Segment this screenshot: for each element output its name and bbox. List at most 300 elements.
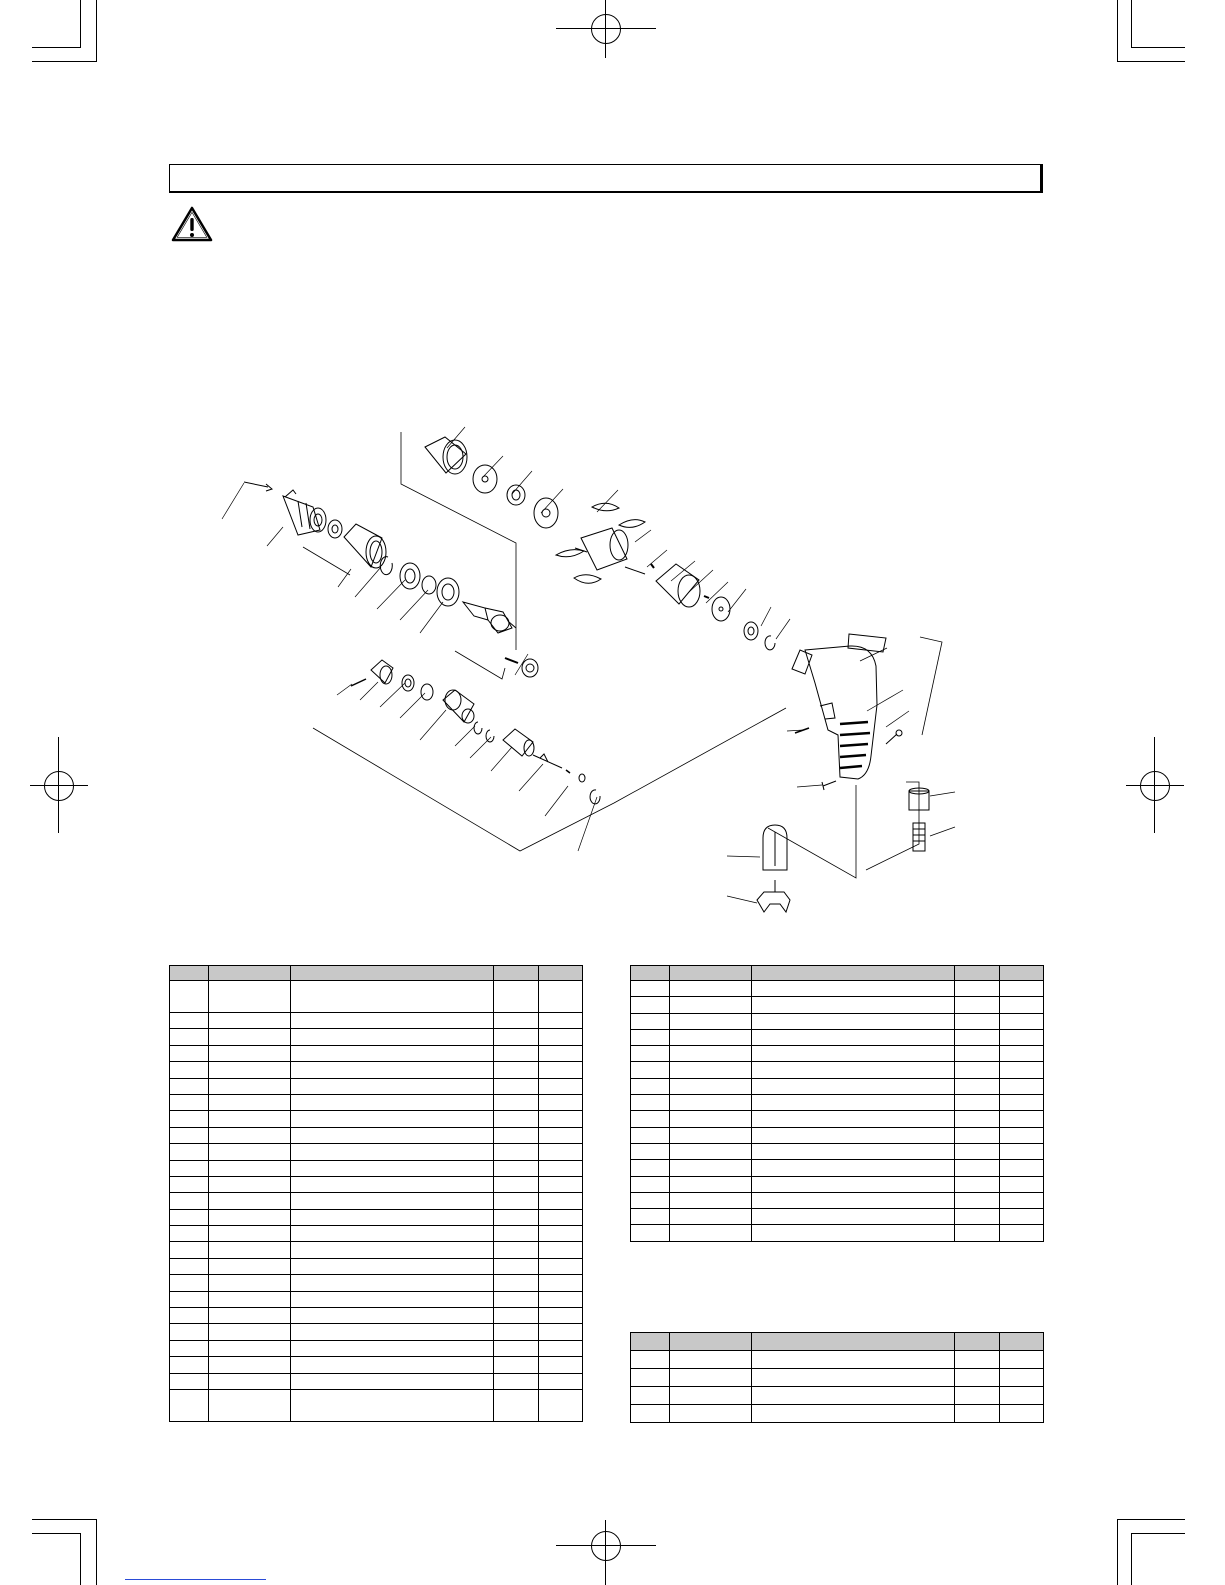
table-cell: [291, 1176, 494, 1192]
table-cell: [752, 981, 955, 997]
table-cell: [494, 1209, 539, 1225]
bearing-part: [400, 563, 420, 589]
table-cell: [291, 1373, 494, 1389]
table-row: [631, 997, 1044, 1013]
rear-plate-part: [712, 597, 730, 621]
table-cell: [752, 1176, 955, 1192]
table-row: [170, 1078, 583, 1094]
spindle-part: [463, 602, 516, 633]
table-row: [170, 1209, 583, 1225]
table-cell: [170, 1078, 209, 1094]
table-cell: [670, 1127, 752, 1143]
table-cell: [752, 1225, 955, 1241]
table-cell: [494, 1324, 539, 1340]
table-row: [170, 1045, 583, 1061]
table-cell: [955, 1192, 1000, 1208]
snap-ring-part: [765, 636, 775, 650]
table-cell: [1000, 1111, 1044, 1127]
gear-part: [522, 659, 538, 677]
table-cell: [170, 1357, 209, 1373]
table-cell: [752, 1127, 955, 1143]
table-row: [631, 1176, 1044, 1192]
table-cell: [209, 1127, 291, 1143]
table-cell: [209, 981, 291, 1013]
table-cell: [539, 1340, 583, 1356]
table-cell: [291, 1389, 494, 1421]
table-cell: [752, 1192, 955, 1208]
table-row: [631, 1387, 1044, 1405]
table-cell: [955, 1405, 1000, 1423]
table-cell: [494, 1258, 539, 1274]
table-cell: [539, 1357, 583, 1373]
table-cell: [955, 997, 1000, 1013]
table-cell: [752, 1029, 955, 1045]
table-cell: [539, 1160, 583, 1176]
table-cell: [631, 1225, 670, 1241]
table-cell: [170, 1013, 209, 1029]
hanger-part: [757, 880, 790, 912]
table-cell: [494, 1029, 539, 1045]
table-row: [631, 1111, 1044, 1127]
table-cell: [1000, 1078, 1044, 1094]
table-cell: [494, 1144, 539, 1160]
table-cell: [539, 1176, 583, 1192]
table-cell: [670, 1387, 752, 1405]
header-cell: [752, 1333, 955, 1351]
table-row: [170, 1389, 583, 1421]
table-cell: [170, 1324, 209, 1340]
table-cell: [494, 1013, 539, 1029]
table-cell: [170, 1144, 209, 1160]
table-cell: [1000, 1127, 1044, 1143]
table-cell: [291, 1160, 494, 1176]
table-cell: [670, 1013, 752, 1029]
table-row: [631, 1192, 1044, 1208]
table-cell: [291, 1144, 494, 1160]
table-row: [170, 1242, 583, 1258]
table-cell: [670, 1143, 752, 1159]
bottom-link-underline[interactable]: [125, 1579, 266, 1580]
table-cell: [1000, 1209, 1044, 1225]
table-cell: [170, 1160, 209, 1176]
header-cell: [494, 966, 539, 981]
table-cell: [752, 1095, 955, 1111]
table-cell: [291, 1111, 494, 1127]
table-row: [631, 1127, 1044, 1143]
accessories-table: [630, 1332, 1044, 1423]
bearing-part: [402, 675, 414, 691]
table-cell: [494, 1373, 539, 1389]
table-cell: [670, 981, 752, 997]
header-cell: [170, 966, 209, 981]
table-cell: [539, 1226, 583, 1242]
table-cell: [631, 1176, 670, 1192]
snap-ring-part: [474, 722, 482, 734]
table-cell: [631, 1062, 670, 1078]
bearing-part: [507, 485, 525, 505]
table-cell: [170, 1127, 209, 1143]
table-cell: [1000, 1351, 1044, 1369]
table-cell: [170, 1209, 209, 1225]
table-cell: [170, 1291, 209, 1307]
table-cell: [291, 1029, 494, 1045]
table-cell: [170, 1242, 209, 1258]
table-row: [631, 1046, 1044, 1062]
table-cell: [752, 1062, 955, 1078]
table-cell: [670, 1160, 752, 1176]
table-cell: [291, 1127, 494, 1143]
table-cell: [539, 1275, 583, 1291]
table-cell: [170, 1373, 209, 1389]
table-cell: [631, 1209, 670, 1225]
table-cell: [955, 1369, 1000, 1387]
table-row: [170, 1308, 583, 1324]
exploded-parts-diagram: [200, 415, 980, 935]
table-cell: [631, 1095, 670, 1111]
table-row: [631, 1225, 1044, 1241]
screw-part: [886, 730, 902, 744]
table-cell: [955, 1160, 1000, 1176]
table-cell: [631, 981, 670, 997]
table-row: [631, 981, 1044, 997]
table-cell: [752, 1046, 955, 1062]
table-cell: [291, 1242, 494, 1258]
pin-part: [505, 658, 518, 663]
table-cell: [670, 1405, 752, 1423]
table-cell: [670, 997, 752, 1013]
ring-gear-part: [371, 660, 393, 684]
table-row: [170, 1094, 583, 1110]
header-cell: [1000, 966, 1044, 981]
table-cell: [670, 1209, 752, 1225]
table-cell: [539, 981, 583, 1013]
table-cell: [752, 997, 955, 1013]
table-row: [631, 1143, 1044, 1159]
table-cell: [631, 1111, 670, 1127]
table-cell: [631, 1046, 670, 1062]
valve-stem-part: [533, 754, 562, 768]
table-cell: [631, 1160, 670, 1176]
table-row: [170, 1193, 583, 1209]
table-cell: [170, 1029, 209, 1045]
table-cell: [631, 997, 670, 1013]
table-cell: [494, 1111, 539, 1127]
table-cell: [631, 1192, 670, 1208]
table-row: [631, 1405, 1044, 1423]
table-cell: [291, 1193, 494, 1209]
table-cell: [209, 1357, 291, 1373]
table-cell: [1000, 1013, 1044, 1029]
table-row: [170, 1258, 583, 1274]
table-cell: [1000, 1387, 1044, 1405]
table-cell: [291, 1094, 494, 1110]
table-cell: [170, 1258, 209, 1274]
table-cell: [494, 981, 539, 1013]
table-cell: [170, 1094, 209, 1110]
table-cell: [670, 1095, 752, 1111]
table-cell: [291, 981, 494, 1013]
table-cell: [955, 1176, 1000, 1192]
bracket-lines: [303, 432, 942, 878]
table-cell: [1000, 1405, 1044, 1423]
table-header-row: [631, 1333, 1044, 1351]
table-cell: [539, 1013, 583, 1029]
rotor-part: [575, 528, 628, 570]
table-cell: [539, 1045, 583, 1061]
table-cell: [539, 1209, 583, 1225]
table-cell: [170, 1275, 209, 1291]
table-cell: [955, 1095, 1000, 1111]
table-cell: [955, 1013, 1000, 1029]
table-cell: [670, 1351, 752, 1369]
table-cell: [1000, 1143, 1044, 1159]
table-cell: [670, 1192, 752, 1208]
table-cell: [1000, 1369, 1044, 1387]
rear-plate-part: [534, 498, 558, 528]
table-body: [170, 981, 583, 1422]
table-cell: [955, 981, 1000, 997]
table-cell: [955, 1111, 1000, 1127]
label-plate-part: [848, 634, 886, 652]
table-cell: [1000, 1046, 1044, 1062]
table-cell: [631, 1369, 670, 1387]
parts-list-table-right: [630, 965, 1044, 1242]
table-cell: [539, 1373, 583, 1389]
table-cell: [752, 1111, 955, 1127]
table-cell: [170, 1340, 209, 1356]
table-cell: [209, 1324, 291, 1340]
table-cell: [955, 1029, 1000, 1045]
table-cell: [955, 1351, 1000, 1369]
table-cell: [539, 1111, 583, 1127]
table-cell: [170, 981, 209, 1013]
table-cell: [1000, 1225, 1044, 1241]
table-cell: [494, 1226, 539, 1242]
table-cell: [670, 1078, 752, 1094]
table-cell: [494, 1078, 539, 1094]
table-cell: [752, 1369, 955, 1387]
table-cell: [209, 1291, 291, 1307]
table-cell: [291, 1045, 494, 1061]
leader-lines: [222, 427, 955, 903]
table-cell: [955, 1387, 1000, 1405]
table-cell: [494, 1291, 539, 1307]
table-cell: [539, 1324, 583, 1340]
table-cell: [209, 1226, 291, 1242]
table-cell: [291, 1275, 494, 1291]
cylinder-cover-part: [425, 437, 467, 474]
table-cell: [752, 1351, 955, 1369]
table-row: [631, 1095, 1044, 1111]
table-cell: [494, 1176, 539, 1192]
snap-ring-part: [486, 730, 494, 742]
table-row: [631, 1351, 1044, 1369]
table-body: [631, 1351, 1044, 1423]
warning-triangle-icon: [170, 205, 214, 243]
pin-part: [351, 679, 366, 686]
table-cell: [752, 1078, 955, 1094]
table-cell: [670, 1111, 752, 1127]
table-row: [631, 1160, 1044, 1176]
front-cover-part: [344, 524, 386, 568]
table-cell: [170, 1226, 209, 1242]
table-cell: [291, 1340, 494, 1356]
screw-part: [822, 781, 836, 790]
washer-part: [421, 684, 433, 700]
table-cell: [494, 1308, 539, 1324]
header-cell: [209, 966, 291, 981]
table-cell: [209, 1078, 291, 1094]
table-cell: [291, 1324, 494, 1340]
table-cell: [631, 1405, 670, 1423]
table-cell: [1000, 1029, 1044, 1045]
header-cell: [539, 966, 583, 981]
table-row: [631, 1369, 1044, 1387]
table-cell: [539, 1062, 583, 1078]
table-cell: [209, 1389, 291, 1421]
table-cell: [539, 1193, 583, 1209]
table-row: [170, 1275, 583, 1291]
table-header-row: [631, 966, 1044, 981]
table-cell: [170, 1045, 209, 1061]
washer-part: [328, 520, 342, 538]
table-cell: [209, 1160, 291, 1176]
table-cell: [209, 1258, 291, 1274]
table-cell: [1000, 1192, 1044, 1208]
table-cell: [1000, 1095, 1044, 1111]
table-cell: [209, 1029, 291, 1045]
table-row: [170, 1357, 583, 1373]
table-row: [170, 1160, 583, 1176]
planetary-carrier-part: [443, 690, 474, 723]
table-cell: [631, 1013, 670, 1029]
table-cell: [752, 1143, 955, 1159]
table-cell: [291, 1308, 494, 1324]
header-cell: [752, 966, 955, 981]
table-cell: [631, 1387, 670, 1405]
table-row: [170, 1291, 583, 1307]
table-cell: [752, 1013, 955, 1029]
table-cell: [209, 1209, 291, 1225]
header-cell: [955, 966, 1000, 981]
table-cell: [209, 1094, 291, 1110]
table-cell: [209, 1308, 291, 1324]
table-cell: [631, 1143, 670, 1159]
table-cell: [291, 1291, 494, 1307]
table-cell: [539, 1389, 583, 1421]
table-cell: [494, 1193, 539, 1209]
table-row: [631, 1209, 1044, 1225]
table-cell: [494, 1127, 539, 1143]
table-cell: [291, 1078, 494, 1094]
pin-part: [651, 564, 654, 568]
table-cell: [209, 1176, 291, 1192]
table-cell: [752, 1160, 955, 1176]
section-title-box: [169, 164, 1043, 193]
table-cell: [209, 1144, 291, 1160]
table-cell: [494, 1062, 539, 1078]
table-row: [631, 1029, 1044, 1045]
table-cell: [170, 1193, 209, 1209]
header-cell: [291, 966, 494, 981]
table-cell: [955, 1062, 1000, 1078]
drill-chuck-part: [283, 490, 326, 535]
spacer-part: [422, 576, 436, 594]
table-cell: [1000, 1160, 1044, 1176]
table-cell: [1000, 1176, 1044, 1192]
table-cell: [494, 1094, 539, 1110]
table-cell: [170, 1308, 209, 1324]
table-cell: [291, 1226, 494, 1242]
table-row: [170, 1111, 583, 1127]
table-row: [170, 1062, 583, 1078]
drill-housing-part: [792, 646, 877, 779]
table-row: [631, 1013, 1044, 1029]
table-cell: [631, 1127, 670, 1143]
table-cell: [494, 1389, 539, 1421]
table-row: [170, 1013, 583, 1029]
table-cell: [670, 1046, 752, 1062]
header-cell: [1000, 1333, 1044, 1351]
table-row: [170, 981, 583, 1013]
table-cell: [209, 1045, 291, 1061]
table-cell: [670, 1176, 752, 1192]
table-cell: [1000, 981, 1044, 997]
snap-ring-part: [380, 557, 392, 575]
cylinder-part: [656, 564, 700, 607]
table-cell: [631, 1029, 670, 1045]
header-cell: [955, 1333, 1000, 1351]
table-row: [170, 1226, 583, 1242]
chuck-key-part: [244, 482, 272, 491]
pin-part: [704, 596, 709, 598]
table-body: [631, 981, 1044, 1242]
table-cell: [955, 1143, 1000, 1159]
table-cell: [209, 1111, 291, 1127]
table-cell: [494, 1160, 539, 1176]
table-cell: [170, 1389, 209, 1421]
table-cell: [955, 1225, 1000, 1241]
table-cell: [670, 1029, 752, 1045]
table-row: [170, 1324, 583, 1340]
table-cell: [291, 1013, 494, 1029]
table-header-row: [170, 966, 583, 981]
bearing-part: [437, 578, 459, 606]
header-cell: [670, 966, 752, 981]
front-plate-part: [473, 465, 497, 493]
table-cell: [1000, 1062, 1044, 1078]
table-cell: [291, 1209, 494, 1225]
table-cell: [752, 1387, 955, 1405]
table-cell: [955, 1209, 1000, 1225]
table-cell: [539, 1094, 583, 1110]
table-cell: [631, 1351, 670, 1369]
table-cell: [631, 1078, 670, 1094]
table-cell: [209, 1340, 291, 1356]
table-cell: [170, 1062, 209, 1078]
table-cell: [539, 1029, 583, 1045]
table-cell: [494, 1242, 539, 1258]
table-row: [170, 1373, 583, 1389]
rotor-blade-part: [556, 503, 645, 583]
table-cell: [494, 1275, 539, 1291]
table-cell: [539, 1258, 583, 1274]
table-cell: [1000, 997, 1044, 1013]
table-cell: [494, 1340, 539, 1356]
table-cell: [752, 1405, 955, 1423]
table-cell: [291, 1258, 494, 1274]
table-row: [170, 1127, 583, 1143]
